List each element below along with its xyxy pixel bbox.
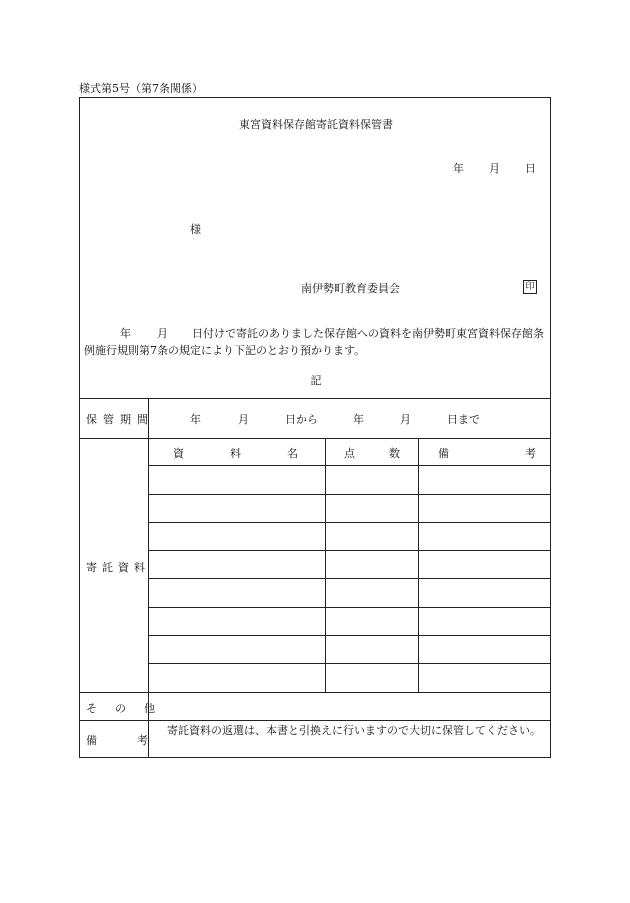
- rule-deposit-top: [80, 438, 550, 439]
- ki-label: 記: [310, 374, 322, 387]
- period-from-day: 日から: [285, 413, 318, 426]
- rule-count-remarks: [418, 438, 419, 692]
- rule-other-top: [80, 692, 550, 693]
- rule-row-4: [149, 578, 550, 579]
- period-label: [86, 411, 154, 427]
- remarks-text: 寄託資料の返還は、本書と引換えに行いますので大切に保管してください。: [167, 724, 541, 737]
- col-remarks: 備考: [438, 447, 612, 460]
- issuer-name: 南伊勢町教育委員会: [301, 282, 400, 295]
- body-year: 年: [120, 327, 131, 340]
- addressee-suffix: 様: [190, 223, 201, 236]
- rule-header-bottom: [149, 465, 550, 466]
- remarks-label: 備考: [86, 734, 188, 747]
- body-text: 日付けで寄託のありました保存館への資料を南伊勢町東宮資料保存館条例施行規則第7条の規定により下記のとおり預かります。: [84, 327, 544, 357]
- period-from-month: 月: [238, 413, 249, 426]
- col-material-name: 資料名: [173, 447, 344, 460]
- rule-row-2: [149, 522, 550, 523]
- rule-period-top: [80, 398, 550, 399]
- other-label: その他: [86, 702, 173, 715]
- rule-row-1: [149, 494, 550, 495]
- rule-row-7: [149, 663, 550, 664]
- form-title: 東宮資料保存館寄託資料保管書: [239, 118, 393, 131]
- seal-mark: 印: [523, 280, 537, 294]
- period-from-year: 年: [190, 413, 201, 426]
- period-to-month: 月: [400, 413, 411, 426]
- date-month: 月: [489, 162, 500, 175]
- deposit-certificate-form: [79, 97, 612, 758]
- rule-remarks-top: [80, 720, 550, 721]
- rule-row-6: [149, 635, 550, 636]
- rule-row-3: [149, 550, 550, 551]
- period-label-text: 保管期間: [86, 413, 154, 426]
- body-month: 月: [157, 327, 168, 340]
- rule-name-count: [325, 438, 326, 692]
- period-to-year: 年: [353, 413, 364, 426]
- date-day: 日: [525, 162, 536, 175]
- body-paragraph: [80, 325, 552, 359]
- date-year: 年: [453, 162, 464, 175]
- deposit-label: 寄託資料: [86, 561, 150, 574]
- col-count: 点数: [344, 447, 434, 460]
- form-number-label: 様式第5号（第7条関係）: [79, 82, 203, 95]
- period-to-day: 日まで: [447, 413, 480, 426]
- rule-row-5: [149, 607, 550, 608]
